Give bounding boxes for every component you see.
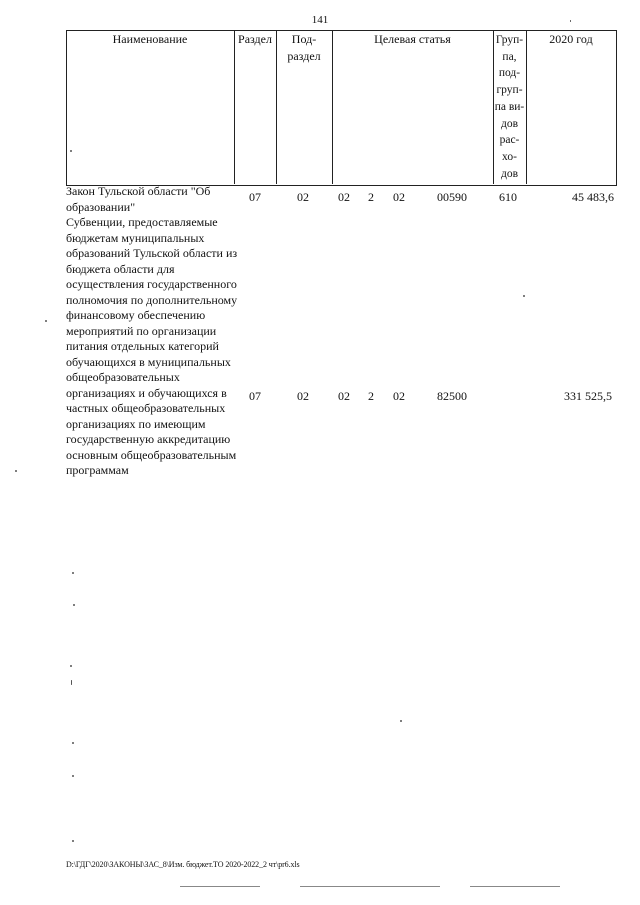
file-path-footer: D:\ГДГ\2020\ЗАКОНЫ\ЗАС_8\Изм. бюджет.ТО 2020-2022_2 чт\pr6.xls (66, 860, 300, 869)
header-target-article: Целевая статья (374, 32, 451, 46)
page-number: 141 (311, 14, 329, 26)
header-expense-group-line: па, (502, 50, 517, 63)
header-expense-group-line: рас- (499, 134, 520, 147)
row-1-target-direction: 00590 (437, 190, 467, 204)
row-1-target-program: 02 (338, 190, 350, 204)
row-1-section: 07 (249, 190, 261, 204)
row-1-target-event: 02 (393, 190, 405, 204)
column-divider (332, 30, 333, 184)
column-divider (234, 30, 235, 184)
header-subsection-line: Под- (291, 32, 317, 46)
bottom-edge-mark (470, 886, 560, 887)
row-1-name: Закон Тульской области "Об образовании" (66, 184, 211, 214)
row-2-target-subprogram: 2 (368, 389, 374, 403)
bottom-edge-mark (180, 886, 260, 887)
row-1-target-subprogram: 2 (368, 190, 374, 204)
row-2-amount: 331 525,5 (564, 389, 612, 403)
table-header (66, 30, 616, 185)
row-2-name: Субвенции, предоставляемые бюджетам муниципальных образований Тульской области из бюджета области для осуществления государственного полномочия по дополнительному финансовому обеспечению мероприятий по организации питания отдельных категорий обучающихся в муниципальных общеобразовательных организациях и обучающихся в частных общеобразовательных организациях по имеющим государственную аккредитацию основным общеобразовательным программам (66, 215, 238, 477)
header-expense-group-line: под- (498, 67, 521, 80)
header-expense-group-line: дов (500, 117, 519, 130)
row-1-amount: 45 483,6 (572, 190, 614, 204)
bottom-edge-mark (300, 886, 440, 887)
header-subsection-line: раздел (287, 49, 321, 63)
row-1-expense-group: 610 (499, 190, 517, 204)
header-expense-group-line: хо- (502, 150, 517, 163)
column-divider (526, 30, 527, 184)
header-year: 2020 год (549, 32, 593, 46)
header-expense-group-line: груп- (496, 84, 523, 97)
header-name: Наименование (112, 32, 188, 46)
row-2-section: 07 (249, 389, 261, 403)
table-header-frame (66, 30, 617, 186)
header-expense-group-line: па ви- (494, 100, 525, 113)
header-expense-group-line: дов (500, 167, 519, 180)
header-expense-group-line: Груп- (495, 34, 524, 46)
row-2-target-direction: 82500 (437, 389, 467, 403)
header-section: Раздел (238, 32, 272, 46)
row-2-target-program: 02 (338, 389, 350, 403)
row-2-target-event: 02 (393, 389, 405, 403)
header-subsection (276, 32, 332, 64)
row-2-subsection: 02 (297, 389, 309, 403)
header-expense-group (493, 32, 526, 182)
row-1-subsection: 02 (297, 190, 309, 204)
